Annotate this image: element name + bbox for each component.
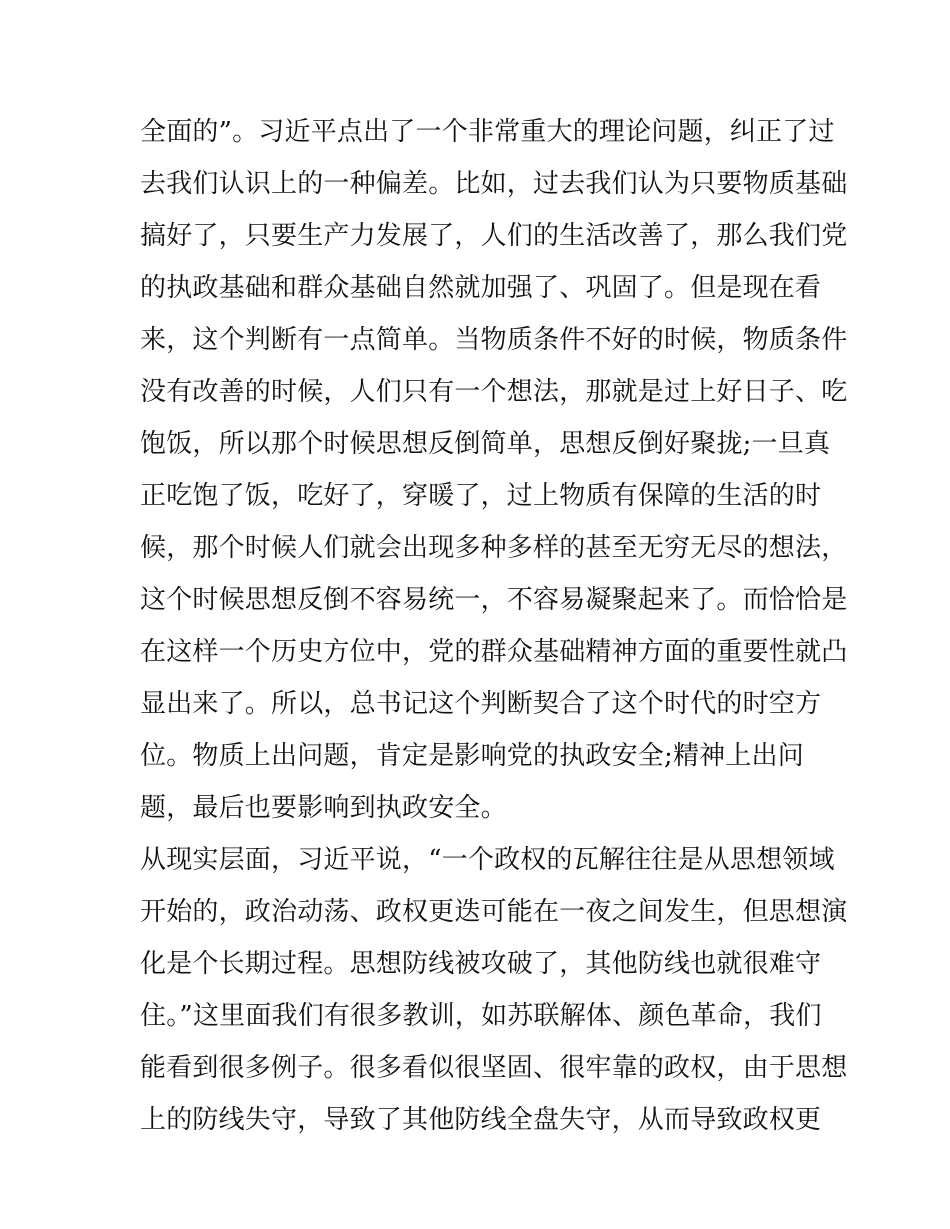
text-line: 在这样一个历史方位中，党的群众基础精神方面的重要性就凸 — [140, 637, 848, 667]
text-line: 住。”这里面我们有很多教训，如苏联解体、颜色革命，我们 — [140, 1001, 822, 1031]
text-line: 的执政基础和群众基础自然就加强了、巩固了。但是现在看 — [140, 273, 822, 303]
text-line: 位。物质上出问题，肯定是影响党的执政安全;精神上出问 — [140, 741, 804, 771]
text-line: 候，那个时候人们就会出现多种多样的甚至无穷无尽的想法， — [140, 533, 848, 563]
text-line: 上的防线失守，导致了其他防线全盘失守，从而导致政权更 — [140, 1105, 822, 1135]
text-line: 去我们认识上的一种偏差。比如，过去我们认为只要物质基础 — [140, 169, 848, 199]
text-line: 题，最后也要影响到执政安全。 — [140, 793, 507, 823]
text-line: 这个时候思想反倒不容易统一，不容易凝聚起来了。而恰恰是 — [140, 585, 848, 615]
text-line: 全面的”。习近平点出了一个非常重大的理论问题，纠正了过 — [140, 117, 835, 147]
text-line: 从现实层面，习近平说，“一个政权的瓦解往往是从思想领域 — [140, 845, 835, 875]
text-line: 能看到很多例子。很多看似很坚固、很牢靠的政权，由于思想 — [140, 1053, 848, 1083]
text-line: 化是个长期过程。思想防线被攻破了，其他防线也就很难守 — [140, 949, 822, 979]
text-line: 饱饭，所以那个时候思想反倒简单，思想反倒好聚拢;一旦真 — [140, 429, 831, 459]
text-line: 没有改善的时候，人们只有一个想法，那就是过上好日子、吃 — [140, 377, 848, 407]
text-line: 搞好了，只要生产力发展了，人们的生活改善了，那么我们党 — [140, 221, 848, 251]
text-line: 开始的，政治动荡、政权更迭可能在一夜之间发生，但思想演 — [140, 897, 848, 927]
text-line: 来，这个判断有一点简单。当物质条件不好的时候，物质条件 — [140, 325, 848, 355]
text-line: 正吃饱了饭，吃好了，穿暖了，过上物质有保障的生活的时 — [140, 481, 822, 511]
text-line: 显出来了。所以，总书记这个判断契合了这个时代的时空方 — [140, 689, 822, 719]
